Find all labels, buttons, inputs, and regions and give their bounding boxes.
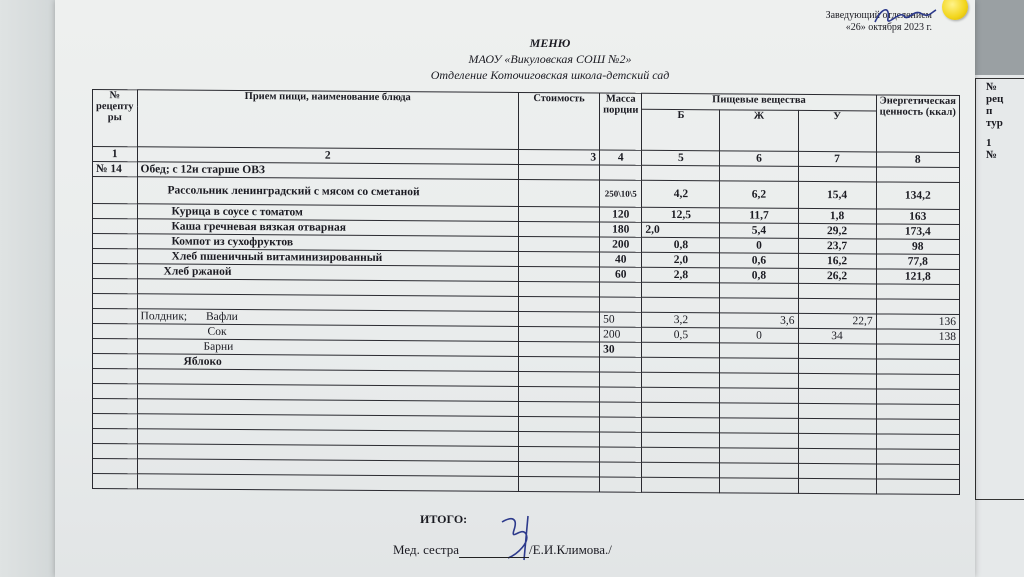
- dish-mass: 200: [600, 237, 642, 252]
- dish-kcal: 163: [876, 209, 959, 225]
- dish-mass: 250\10\5: [600, 180, 642, 207]
- dish-name: Курица в соусе с томатом: [137, 204, 518, 222]
- dish-kcal: 173,4: [876, 224, 959, 240]
- col-b-header: Б: [642, 110, 720, 151]
- dish-kcal: 121,8: [876, 269, 959, 285]
- meal-label: Обед; с 12и старше ОВЗ: [137, 162, 518, 180]
- dish-u: 23,7: [798, 238, 876, 254]
- col-number: 8: [876, 152, 959, 168]
- dish-mass: 180: [600, 222, 642, 237]
- col-number: 3: [518, 149, 599, 165]
- dish-zh: 0: [720, 238, 798, 254]
- dish-b: 0,8: [642, 237, 720, 253]
- nurse-label: Мед. сестра: [393, 542, 460, 557]
- dish-b: 0,5: [642, 327, 720, 343]
- dish-zh: 11,7: [720, 208, 798, 224]
- dish-u: 15,4: [798, 181, 876, 209]
- dish-b: 4,2: [642, 180, 720, 208]
- director-signature-icon: [870, 2, 940, 32]
- col-mass-header: Масса порции: [600, 93, 642, 150]
- col-number: 5: [642, 150, 720, 166]
- col-number: 6: [720, 151, 798, 167]
- col-recipe-header: № рецепту ры: [93, 89, 138, 146]
- col-energy-header: Энергетическая ценность (ккал): [876, 95, 959, 153]
- dish-kcal: 138: [876, 329, 959, 345]
- next-sheet-n1: 1: [986, 137, 992, 149]
- dish-u: 16,2: [798, 253, 876, 269]
- dish-zh: 3,6: [720, 313, 798, 329]
- meal-label: Полдник;: [140, 310, 188, 323]
- next-sheet-n2: №: [986, 149, 998, 161]
- dish-name: Хлеб пшеничный витаминизированный: [137, 249, 518, 267]
- col-cost-header: Стоимость: [518, 92, 599, 150]
- col-nutrients-header: Пищевые вещества: [642, 93, 876, 111]
- next-sheet-h3: п: [986, 105, 993, 117]
- col-number: 1: [93, 146, 138, 161]
- dish-mass: 120: [600, 207, 642, 222]
- dish-kcal: 77,8: [876, 254, 959, 270]
- title-school: МАОУ «Викуловская СОШ №2»: [468, 52, 632, 66]
- col-number: 4: [600, 150, 642, 165]
- dish-mass: 30: [600, 342, 642, 357]
- dish-b: 2,8: [642, 267, 720, 283]
- nurse-signature-line: [393, 542, 612, 558]
- dish-zh: 0: [720, 328, 798, 344]
- col-number: 7: [798, 151, 876, 167]
- dish-b: 2,0: [642, 252, 720, 268]
- dish-name: Сок: [137, 324, 518, 342]
- dish-kcal: 134,2: [876, 182, 959, 210]
- title-menu: МЕНЮ: [529, 36, 571, 50]
- total-label: ИТОГО:: [420, 512, 468, 526]
- dish-zh: 6,2: [720, 181, 798, 209]
- dish-zh: 0,6: [720, 253, 798, 269]
- dish-name: Хлеб ржаной: [137, 264, 518, 282]
- dish-name: Вафли: [206, 310, 238, 323]
- dish-u: 26,2: [798, 268, 876, 284]
- title-branch: Отделение Коточиговская школа-детский сад: [430, 68, 670, 82]
- col-zh-header: Ж: [720, 110, 798, 151]
- recipe-number: № 14: [93, 161, 138, 176]
- dish-kcal: 98: [876, 239, 959, 255]
- approval-line1: Заведующий отделением: [825, 10, 932, 21]
- dish-mass: 40: [600, 252, 642, 267]
- dish-zh: 5,4: [720, 223, 798, 239]
- dish-b: 2,0: [642, 222, 720, 238]
- approval-line2: «26» октября 2023 г.: [845, 22, 932, 33]
- dish-name: Рассольник ленинградский с мясом со сметаной: [137, 177, 518, 207]
- dish-u: 1,8: [798, 208, 876, 224]
- dish-u: 29,2: [798, 223, 876, 239]
- col-u-header: У: [798, 111, 876, 152]
- dish-zh: 0,8: [720, 268, 798, 284]
- dish-mass: 50: [600, 312, 642, 327]
- dish-b: 3,2: [642, 312, 720, 328]
- dish-name: Компот из сухофруктов: [137, 234, 518, 252]
- dish-name: Яблоко: [137, 354, 518, 372]
- dish-u: 34: [798, 328, 876, 344]
- col-number: 2: [137, 147, 518, 165]
- next-sheet-h2: рец: [986, 93, 1004, 105]
- menu-table: [92, 89, 960, 495]
- next-sheet-h1: №: [986, 81, 998, 93]
- dish-mass: 60: [600, 267, 642, 282]
- dish-name: Каша гречневая вязкая отварная: [137, 219, 518, 237]
- dish-b: 12,5: [642, 207, 720, 223]
- col-dish-header: Прием пищи, наименование блюда: [137, 90, 518, 150]
- dish-mass: 200: [600, 327, 642, 342]
- signature-line: [459, 545, 529, 558]
- nurse-name: /Е.И.Климова./: [529, 542, 612, 557]
- dish-kcal: 136: [876, 314, 959, 330]
- next-sheet-table: [975, 78, 1024, 500]
- dish-name: Барни: [137, 339, 518, 357]
- dish-u: 22,7: [798, 313, 876, 329]
- next-sheet-h4: тур: [986, 117, 1003, 129]
